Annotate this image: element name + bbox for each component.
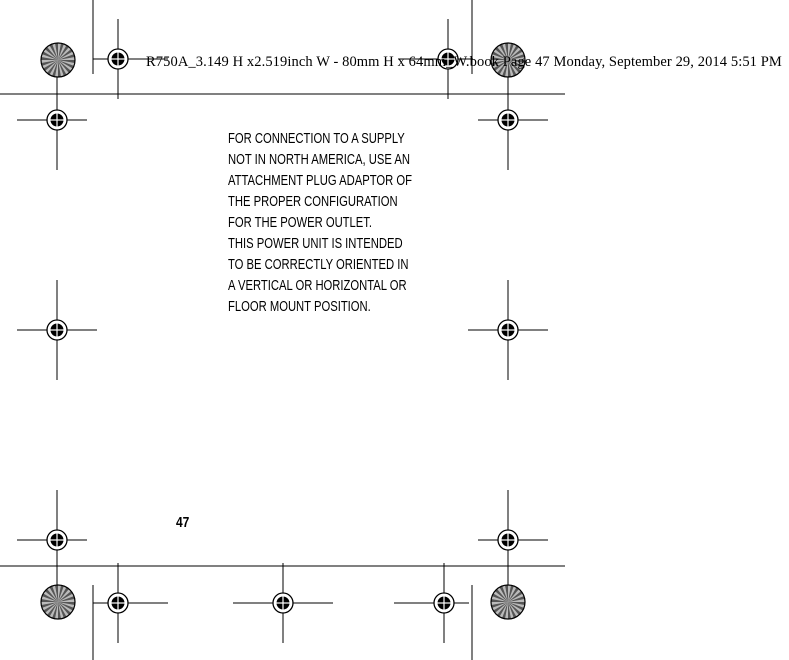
starburst-bottom-left [41,585,75,619]
registration-mark-left-middle [17,280,97,380]
registration-mark-bc-lower [233,563,333,643]
safety-notice [228,128,443,317]
starburst-bottom-right [491,585,525,619]
page-number: 47 [176,514,190,531]
notice-paragraph-orientation: THIS POWER UNIT IS INTENDED TO BE CORRECTLY ORIENTED IN A VERTICAL OR HORIZONTAL OR FLOOR MOUNT POSITION. [228,235,409,315]
notice-paragraph-plug-adaptor: FOR CONNECTION TO A SUPPLY NOT IN NORTH AMERICA, USE AN ATTACHMENT PLUG ADAPTOR OF THE PROPER CONFIGURATION FOR THE POWER OUTLET. [228,130,413,231]
starburst-top-left [41,43,75,77]
registration-mark-bl-lower [93,563,168,643]
header-slug: R750A_3.149 H x2.519inch W - 80mm H x 64mm_W.book Page 47 Monday, September 29, 2014 5:51 PM [146,54,782,70]
registration-mark-left-upper [17,70,87,170]
registration-mark-right-middle [468,280,548,380]
registration-mark-left-lower [17,490,87,590]
registration-mark-right-lower [478,490,548,590]
registration-mark-right-upper [478,70,548,170]
registration-mark-br-lower [394,563,469,643]
